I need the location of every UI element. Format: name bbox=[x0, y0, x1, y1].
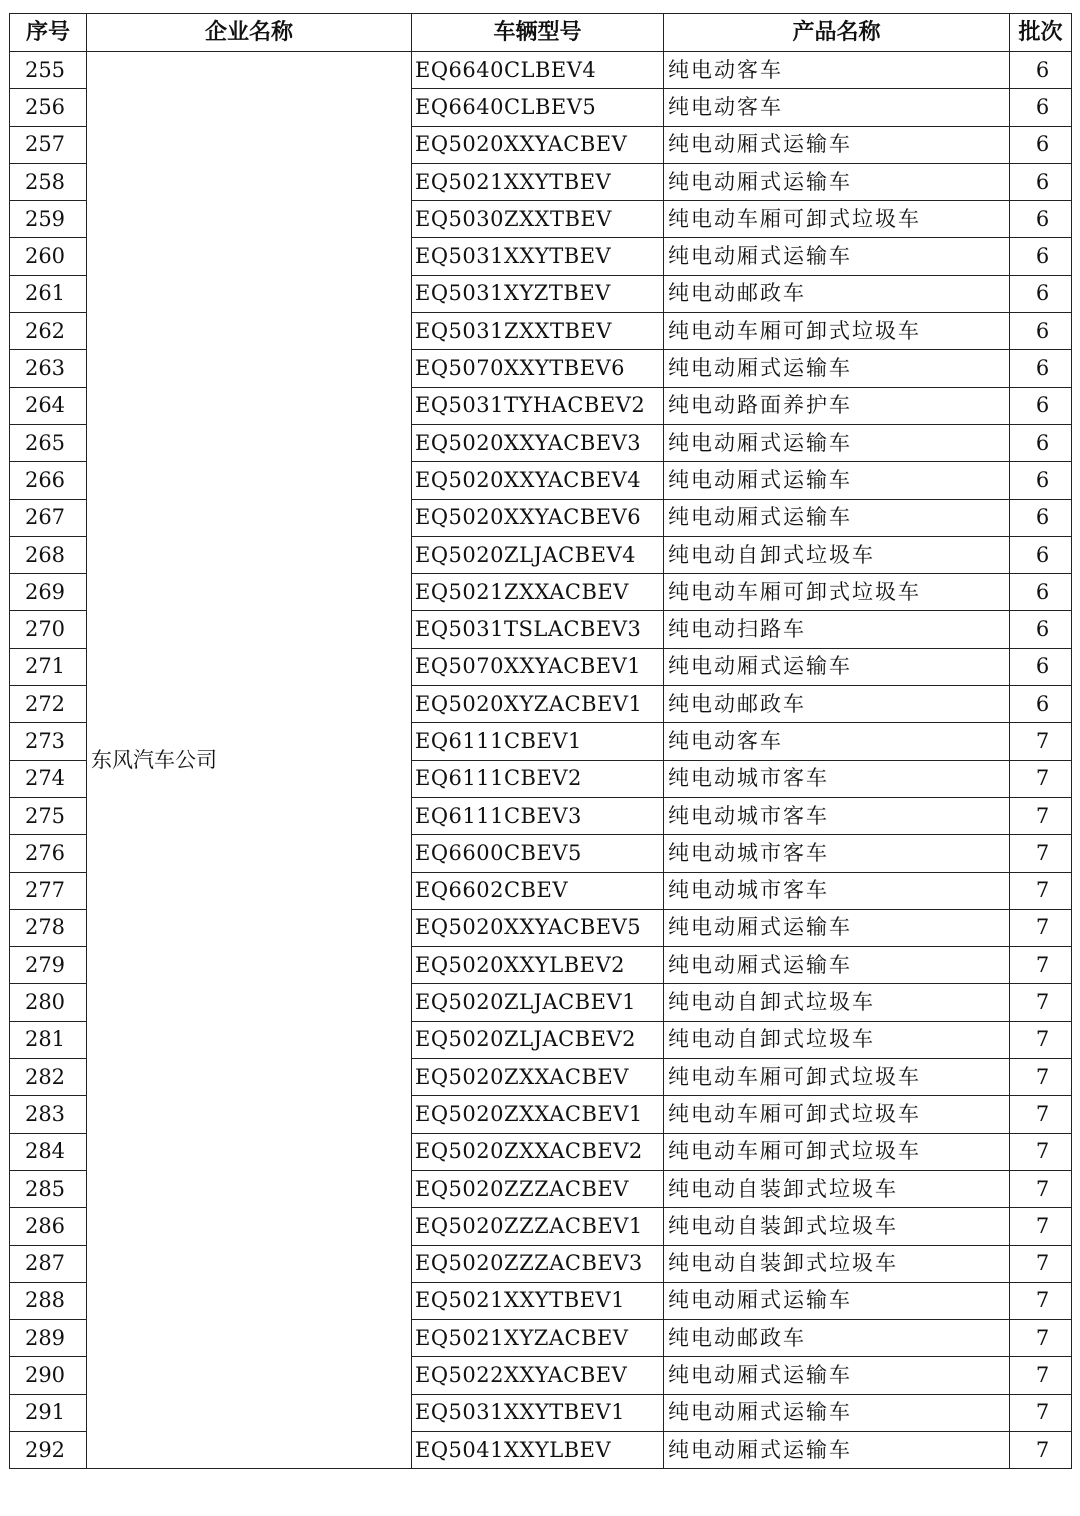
vehicle-model: EQ5041XXYLBEV bbox=[412, 1431, 664, 1468]
product-name: 纯电动厢式运输车 bbox=[664, 947, 1010, 984]
vehicle-model: EQ5020ZLJACBEV2 bbox=[412, 1021, 664, 1058]
product-name: 纯电动邮政车 bbox=[664, 275, 1010, 312]
product-name: 纯电动城市客车 bbox=[664, 835, 1010, 872]
row-number: 270 bbox=[10, 611, 87, 648]
row-number: 272 bbox=[10, 686, 87, 723]
product-name: 纯电动邮政车 bbox=[664, 686, 1010, 723]
header-company: 企业名称 bbox=[87, 14, 412, 52]
header-row bbox=[10, 14, 1072, 52]
row-number: 284 bbox=[10, 1133, 87, 1170]
row-number: 258 bbox=[10, 163, 87, 200]
batch-number: 6 bbox=[1010, 89, 1072, 126]
vehicle-model: EQ5020XXYACBEV bbox=[412, 126, 664, 163]
row-number: 265 bbox=[10, 424, 87, 461]
vehicle-model: EQ5021XYZACBEV bbox=[412, 1320, 664, 1357]
product-name: 纯电动厢式运输车 bbox=[664, 126, 1010, 163]
row-number: 288 bbox=[10, 1282, 87, 1319]
product-name: 纯电动厢式运输车 bbox=[664, 1394, 1010, 1431]
batch-number: 6 bbox=[1010, 686, 1072, 723]
vehicle-model: EQ5020XXYACBEV3 bbox=[412, 424, 664, 461]
vehicle-model: EQ5031XXYTBEV1 bbox=[412, 1394, 664, 1431]
product-name: 纯电动自卸式垃圾车 bbox=[664, 1021, 1010, 1058]
batch-number: 6 bbox=[1010, 424, 1072, 461]
batch-number: 6 bbox=[1010, 350, 1072, 387]
vehicle-model: EQ5020XXYACBEV5 bbox=[412, 909, 664, 946]
batch-number: 7 bbox=[1010, 1320, 1072, 1357]
vehicle-model: EQ5020ZZZACBEV3 bbox=[412, 1245, 664, 1282]
batch-number: 6 bbox=[1010, 52, 1072, 89]
batch-number: 7 bbox=[1010, 1133, 1072, 1170]
product-name: 纯电动厢式运输车 bbox=[664, 462, 1010, 499]
header-batch: 批次 bbox=[1010, 14, 1072, 52]
vehicle-table bbox=[9, 13, 1072, 1469]
product-name: 纯电动自卸式垃圾车 bbox=[664, 536, 1010, 573]
vehicle-model: EQ5030ZXXTBEV bbox=[412, 201, 664, 238]
row-number: 262 bbox=[10, 313, 87, 350]
row-number: 273 bbox=[10, 723, 87, 760]
vehicle-model: EQ6111CBEV1 bbox=[412, 723, 664, 760]
row-number: 279 bbox=[10, 947, 87, 984]
vehicle-model: EQ5020ZZZACBEV bbox=[412, 1170, 664, 1207]
batch-number: 6 bbox=[1010, 462, 1072, 499]
vehicle-model: EQ5020ZLJACBEV4 bbox=[412, 536, 664, 573]
product-name: 纯电动厢式运输车 bbox=[664, 1357, 1010, 1394]
vehicle-model: EQ5020ZZZACBEV1 bbox=[412, 1208, 664, 1245]
product-name: 纯电动厢式运输车 bbox=[664, 350, 1010, 387]
header-model: 车辆型号 bbox=[412, 14, 664, 52]
product-name: 纯电动车厢可卸式垃圾车 bbox=[664, 1059, 1010, 1096]
table-body bbox=[10, 52, 1072, 1469]
vehicle-model: EQ6111CBEV2 bbox=[412, 760, 664, 797]
vehicle-model: EQ5022XXYACBEV bbox=[412, 1357, 664, 1394]
row-number: 280 bbox=[10, 984, 87, 1021]
batch-number: 7 bbox=[1010, 1282, 1072, 1319]
product-name: 纯电动厢式运输车 bbox=[664, 909, 1010, 946]
row-number: 277 bbox=[10, 872, 87, 909]
vehicle-model: EQ5020ZXXACBEV bbox=[412, 1059, 664, 1096]
batch-number: 7 bbox=[1010, 723, 1072, 760]
batch-number: 6 bbox=[1010, 126, 1072, 163]
product-name: 纯电动邮政车 bbox=[664, 1320, 1010, 1357]
product-name: 纯电动自装卸式垃圾车 bbox=[664, 1170, 1010, 1207]
product-name: 纯电动客车 bbox=[664, 52, 1010, 89]
vehicle-model: EQ6600CBEV5 bbox=[412, 835, 664, 872]
vehicle-model: EQ5031XXYTBEV bbox=[412, 238, 664, 275]
row-number: 291 bbox=[10, 1394, 87, 1431]
row-number: 256 bbox=[10, 89, 87, 126]
product-name: 纯电动车厢可卸式垃圾车 bbox=[664, 313, 1010, 350]
batch-number: 7 bbox=[1010, 984, 1072, 1021]
vehicle-model: EQ5021XXYTBEV1 bbox=[412, 1282, 664, 1319]
product-name: 纯电动城市客车 bbox=[664, 872, 1010, 909]
company-name: 东风汽车公司 bbox=[87, 52, 412, 1469]
row-number: 283 bbox=[10, 1096, 87, 1133]
row-number: 269 bbox=[10, 574, 87, 611]
product-name: 纯电动厢式运输车 bbox=[664, 1282, 1010, 1319]
row-number: 290 bbox=[10, 1357, 87, 1394]
product-name: 纯电动自装卸式垃圾车 bbox=[664, 1208, 1010, 1245]
vehicle-model: EQ5031ZXXTBEV bbox=[412, 313, 664, 350]
batch-number: 6 bbox=[1010, 536, 1072, 573]
header-product: 产品名称 bbox=[664, 14, 1010, 52]
product-name: 纯电动厢式运输车 bbox=[664, 238, 1010, 275]
vehicle-model: EQ5020XYZACBEV1 bbox=[412, 686, 664, 723]
batch-number: 7 bbox=[1010, 1431, 1072, 1468]
batch-number: 6 bbox=[1010, 648, 1072, 685]
batch-number: 6 bbox=[1010, 387, 1072, 424]
row-number: 267 bbox=[10, 499, 87, 536]
product-name: 纯电动车厢可卸式垃圾车 bbox=[664, 201, 1010, 238]
row-number: 271 bbox=[10, 648, 87, 685]
batch-number: 7 bbox=[1010, 1394, 1072, 1431]
row-number: 263 bbox=[10, 350, 87, 387]
product-name: 纯电动车厢可卸式垃圾车 bbox=[664, 1133, 1010, 1170]
product-name: 纯电动车厢可卸式垃圾车 bbox=[664, 574, 1010, 611]
batch-number: 7 bbox=[1010, 835, 1072, 872]
row-number: 275 bbox=[10, 797, 87, 834]
vehicle-model: EQ6640CLBEV5 bbox=[412, 89, 664, 126]
batch-number: 7 bbox=[1010, 1357, 1072, 1394]
product-name: 纯电动客车 bbox=[664, 723, 1010, 760]
batch-number: 6 bbox=[1010, 574, 1072, 611]
batch-number: 6 bbox=[1010, 611, 1072, 648]
row-number: 261 bbox=[10, 275, 87, 312]
batch-number: 7 bbox=[1010, 1021, 1072, 1058]
vehicle-model: EQ6111CBEV3 bbox=[412, 797, 664, 834]
vehicle-model: EQ5020XXYACBEV4 bbox=[412, 462, 664, 499]
vehicle-model: EQ5070XXYTBEV6 bbox=[412, 350, 664, 387]
product-name: 纯电动自装卸式垃圾车 bbox=[664, 1245, 1010, 1282]
vehicle-model: EQ6602CBEV bbox=[412, 872, 664, 909]
batch-number: 6 bbox=[1010, 163, 1072, 200]
product-name: 纯电动车厢可卸式垃圾车 bbox=[664, 1096, 1010, 1133]
row-number: 274 bbox=[10, 760, 87, 797]
batch-number: 7 bbox=[1010, 909, 1072, 946]
row-number: 276 bbox=[10, 835, 87, 872]
vehicle-model: EQ5021XXYTBEV bbox=[412, 163, 664, 200]
row-number: 266 bbox=[10, 462, 87, 499]
row-number: 289 bbox=[10, 1320, 87, 1357]
batch-number: 6 bbox=[1010, 313, 1072, 350]
batch-number: 7 bbox=[1010, 1208, 1072, 1245]
row-number: 278 bbox=[10, 909, 87, 946]
product-name: 纯电动厢式运输车 bbox=[664, 424, 1010, 461]
batch-number: 6 bbox=[1010, 275, 1072, 312]
product-name: 纯电动厢式运输车 bbox=[664, 648, 1010, 685]
product-name: 纯电动扫路车 bbox=[664, 611, 1010, 648]
row-number: 268 bbox=[10, 536, 87, 573]
batch-number: 7 bbox=[1010, 1096, 1072, 1133]
row-number: 281 bbox=[10, 1021, 87, 1058]
batch-number: 7 bbox=[1010, 947, 1072, 984]
batch-number: 6 bbox=[1010, 499, 1072, 536]
batch-number: 6 bbox=[1010, 201, 1072, 238]
product-name: 纯电动城市客车 bbox=[664, 797, 1010, 834]
row-number: 264 bbox=[10, 387, 87, 424]
row-number: 259 bbox=[10, 201, 87, 238]
batch-number: 7 bbox=[1010, 872, 1072, 909]
row-number: 282 bbox=[10, 1059, 87, 1096]
vehicle-model: EQ5070XXYACBEV1 bbox=[412, 648, 664, 685]
row-number: 292 bbox=[10, 1431, 87, 1468]
product-name: 纯电动城市客车 bbox=[664, 760, 1010, 797]
row-number: 287 bbox=[10, 1245, 87, 1282]
batch-number: 7 bbox=[1010, 797, 1072, 834]
table-row bbox=[10, 52, 1072, 89]
vehicle-model: EQ5031TSLACBEV3 bbox=[412, 611, 664, 648]
vehicle-model: EQ5020ZXXACBEV1 bbox=[412, 1096, 664, 1133]
row-number: 260 bbox=[10, 238, 87, 275]
row-number: 285 bbox=[10, 1170, 87, 1207]
row-number: 257 bbox=[10, 126, 87, 163]
batch-number: 7 bbox=[1010, 760, 1072, 797]
product-name: 纯电动厢式运输车 bbox=[664, 1431, 1010, 1468]
row-number: 286 bbox=[10, 1208, 87, 1245]
product-name: 纯电动厢式运输车 bbox=[664, 163, 1010, 200]
product-name: 纯电动路面养护车 bbox=[664, 387, 1010, 424]
batch-number: 7 bbox=[1010, 1059, 1072, 1096]
vehicle-model: EQ6640CLBEV4 bbox=[412, 52, 664, 89]
vehicle-model: EQ5020ZLJACBEV1 bbox=[412, 984, 664, 1021]
batch-number: 7 bbox=[1010, 1170, 1072, 1207]
vehicle-model: EQ5020XXYLBEV2 bbox=[412, 947, 664, 984]
batch-number: 7 bbox=[1010, 1245, 1072, 1282]
vehicle-model: EQ5020ZXXACBEV2 bbox=[412, 1133, 664, 1170]
product-name: 纯电动厢式运输车 bbox=[664, 499, 1010, 536]
batch-number: 6 bbox=[1010, 238, 1072, 275]
product-name: 纯电动自卸式垃圾车 bbox=[664, 984, 1010, 1021]
vehicle-model: EQ5031TYHACBEV2 bbox=[412, 387, 664, 424]
vehicle-model: EQ5021ZXXACBEV bbox=[412, 574, 664, 611]
product-name: 纯电动客车 bbox=[664, 89, 1010, 126]
header-num: 序号 bbox=[10, 14, 87, 52]
vehicle-model: EQ5031XYZTBEV bbox=[412, 275, 664, 312]
row-number: 255 bbox=[10, 52, 87, 89]
vehicle-model: EQ5020XXYACBEV6 bbox=[412, 499, 664, 536]
